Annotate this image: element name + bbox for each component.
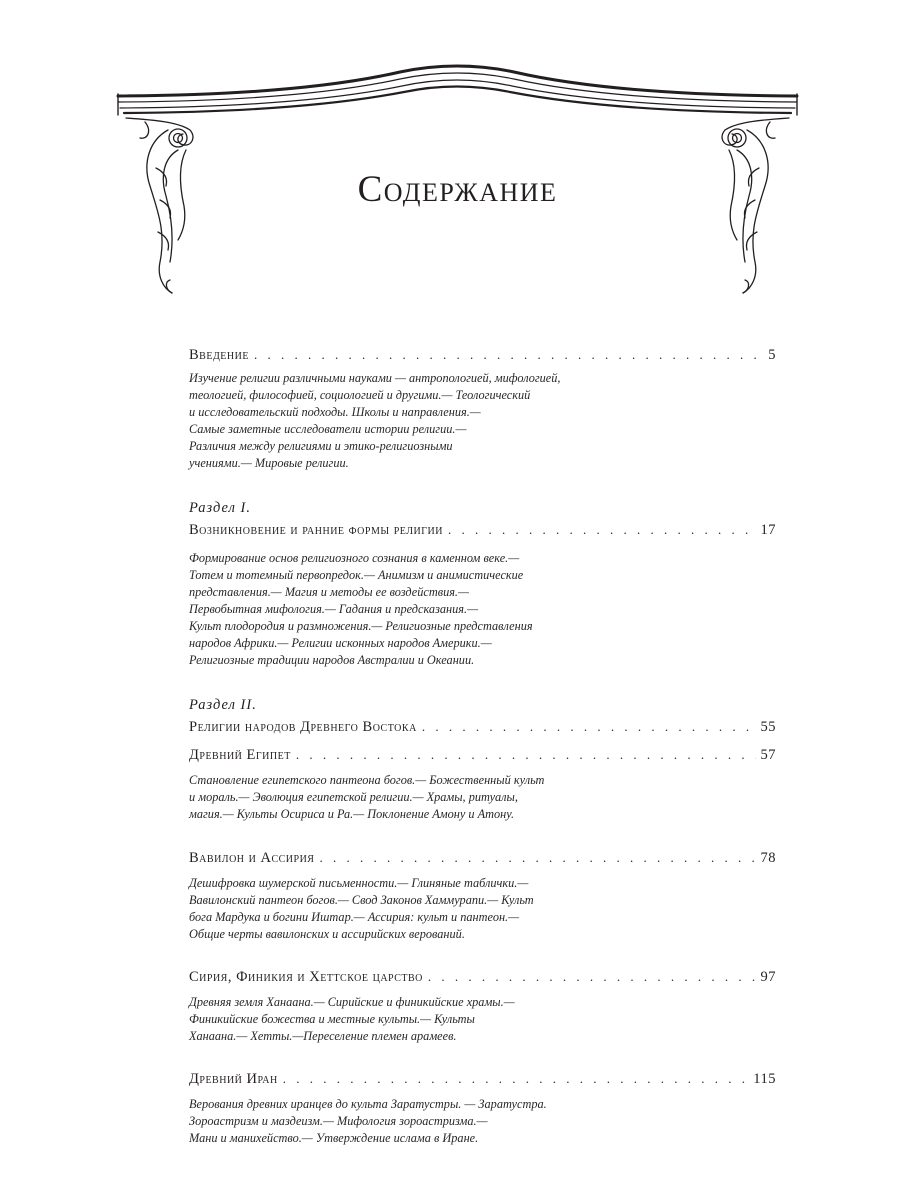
description-line: Финикийские божества и местные культы.— Культы	[189, 1012, 475, 1026]
toc-part-2	[189, 694, 776, 1147]
page-number: 57	[760, 747, 776, 763]
page-number: 5	[768, 347, 776, 363]
entry-description	[189, 550, 776, 669]
entry-title: Возникновение и ранние формы религии	[189, 522, 443, 538]
description-line: народов Африки.— Религии исконных народов Америки.—	[189, 636, 492, 650]
toc-chapter-syria	[189, 966, 776, 1045]
description-line: Культ плодородия и размножения.— Религиозные представления	[189, 619, 533, 633]
toc-entry-line[interactable]	[189, 716, 776, 738]
description-line: Формирование основ религиозного сознания в каменном веке.—	[189, 551, 520, 565]
entry-title: Древний Иран	[189, 1071, 278, 1087]
toc-entry-line[interactable]	[189, 744, 776, 766]
toc-chapter-babylon	[189, 847, 776, 943]
description-line: Изучение религии различными науками — антропологией, мифологией,	[189, 371, 561, 385]
description-line: Древняя земля Ханаана.— Сирийские и финикийские храмы.—	[189, 995, 515, 1009]
description-line: Тотем и тотемный первопредок.— Анимизм и анимистические	[189, 568, 524, 582]
description-line: Религиозные традиции народов Австралии и Океании.	[189, 653, 475, 667]
description-line: Различия между религиями и этико-религиозными	[189, 439, 453, 453]
entry-title: Религии народов Древнего Востока	[189, 719, 417, 735]
entry-title: Введение	[189, 347, 249, 363]
dot-leader	[319, 847, 755, 869]
entry-description	[189, 994, 776, 1045]
entry-description	[189, 370, 776, 472]
description-line: Первобытная мифология.— Гадания и предсказания.—	[189, 602, 479, 616]
toc-entry-intro	[189, 344, 776, 472]
toc-entry-line[interactable]	[189, 519, 776, 541]
dot-leader	[422, 716, 756, 738]
description-line: магия.— Культы Осириса и Ра.— Поклонение Амону и Атону.	[189, 807, 515, 821]
description-line: учениями.— Мировые религии.	[189, 456, 349, 470]
page-number: 97	[760, 969, 776, 985]
dot-leader	[283, 1068, 749, 1090]
description-line: Дешифровка шумерской письменности.— Глиняные таблички.—	[189, 876, 529, 890]
description-line: Общие черты вавилонских и ассирийских верований.	[189, 927, 465, 941]
toc-part-1	[189, 497, 776, 669]
page-number: 55	[760, 719, 776, 735]
description-line: Самые заметные исследователи истории религии.—	[189, 422, 467, 436]
toc-chapter-egypt	[189, 744, 776, 823]
page-title: Содержание	[357, 169, 558, 210]
toc-chapter-iran	[189, 1068, 776, 1147]
entry-title: Вавилон и Ассирия	[189, 850, 315, 866]
description-line: Верования древних иранцев до культа Заратустры. — Заратустра.	[189, 1097, 547, 1111]
entry-description	[189, 772, 776, 823]
toc-entry-line[interactable]	[189, 344, 776, 366]
description-line: Зороастризм и маздеизм.— Мифология зороастризма.—	[189, 1114, 488, 1128]
part-label: Раздел II.	[189, 697, 257, 713]
description-line: Ханаана.— Хетты.—Переселение племен арамеев.	[189, 1029, 457, 1043]
page-number: 17	[760, 522, 776, 538]
entry-description	[189, 1096, 776, 1147]
page-number: 78	[760, 850, 776, 866]
entry-title: Древний Египет	[189, 747, 291, 763]
toc-entry-line[interactable]	[189, 966, 776, 988]
description-line: и мораль.— Эволюция египетской религии.— Храмы, ритуалы,	[189, 790, 518, 804]
description-line: бога Мардука и богини Иштар.— Ассирия: культ и пантеон.—	[189, 910, 520, 924]
description-line: Мани и манихейство.— Утверждение ислама в Иране.	[189, 1131, 479, 1145]
description-line: представления.— Магия и методы ее воздействия.—	[189, 585, 469, 599]
part-label: Раздел I.	[189, 500, 252, 516]
table-of-contents	[189, 344, 776, 1147]
dot-leader	[296, 744, 756, 766]
toc-entry-line[interactable]	[189, 1068, 776, 1090]
dot-leader	[254, 344, 763, 366]
description-line: и исследовательский подходы. Школы и направления.—	[189, 405, 481, 419]
entry-title: Сирия, Финикия и Хеттское царство	[189, 969, 423, 985]
dot-leader	[448, 519, 756, 541]
description-line: Становление египетского пантеона богов.— Божественный культ	[189, 773, 545, 787]
toc-entry-line[interactable]	[189, 847, 776, 869]
page-number: 115	[753, 1071, 776, 1087]
dot-leader	[428, 966, 756, 988]
entry-description	[189, 875, 776, 943]
decorative-frame-ornament	[0, 0, 915, 310]
description-line: теологией, философией, социологией и другими.— Теологический	[189, 388, 531, 402]
description-line: Вавилонский пантеон богов.— Свод Законов Хаммурапи.— Культ	[189, 893, 534, 907]
